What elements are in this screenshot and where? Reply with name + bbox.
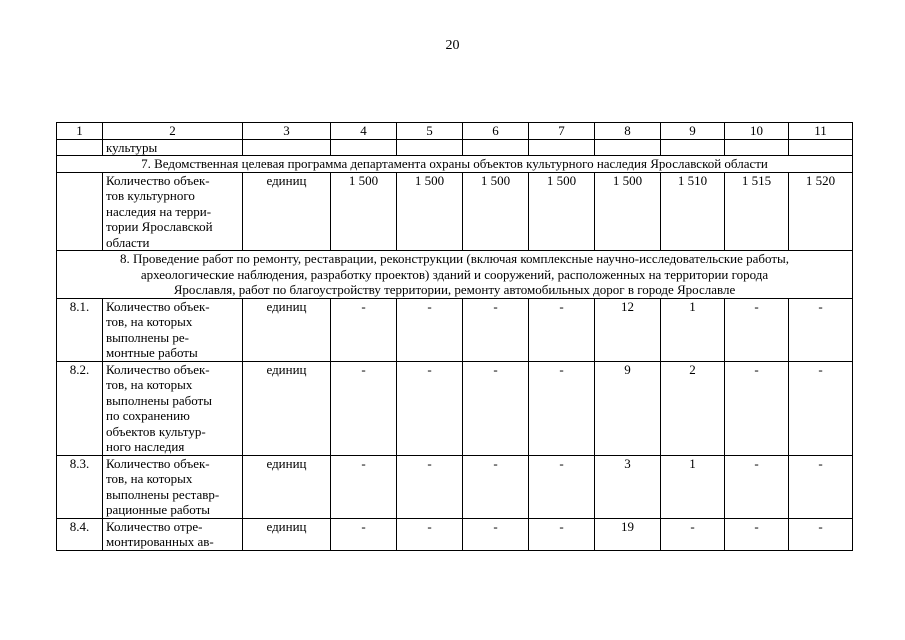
unit-cell: единиц	[243, 361, 331, 455]
value-cell: 1 500	[595, 172, 661, 251]
table-row	[57, 139, 853, 156]
row-number: 8.2.	[57, 361, 103, 455]
value-cell: -	[789, 455, 853, 518]
column-header: 3	[243, 123, 331, 140]
row-label: Количество отре- монтированных ав-	[106, 518, 214, 549]
section-title-8: 8. Проведение работ по ремонту, реставрации, реконструкции (включая комплексные научно-исследовательские работы, археологические наблюдения, разработку проектов) зданий и сооружений, расположенных на территории города Ярославля, работ по благоустройству территории, ремонту автомобильных дорог в городе Ярославле	[57, 251, 853, 299]
value-cell: 1 500	[529, 172, 595, 251]
value-cell: 1 500	[331, 172, 397, 251]
value-cell: -	[397, 298, 463, 361]
column-header: 4	[331, 123, 397, 140]
value-cell: -	[331, 518, 397, 550]
row-label: Количество объек- тов, на которых выполнены ре- монтные работы	[103, 298, 243, 361]
value-cell: 3	[595, 455, 661, 518]
column-header: 6	[463, 123, 529, 140]
section-title-7: 7. Ведомственная целевая программа департамента охраны объектов культурного наследия Ярославской области	[57, 156, 853, 173]
value-cell: -	[331, 298, 397, 361]
row-number: 8.1.	[57, 298, 103, 361]
column-header: 2	[103, 123, 243, 140]
value-cell: -	[789, 361, 853, 455]
value-cell: -	[725, 455, 789, 518]
row-number: 8.4.	[57, 518, 103, 550]
row-label: Количество объек- тов, на которых выполнены работы по сохранению объектов культур- ного наследия	[103, 361, 243, 455]
value-cell: -	[397, 518, 463, 550]
section-row	[57, 156, 853, 173]
value-cell: -	[331, 361, 397, 455]
value-cell: -	[463, 361, 529, 455]
value-cell: 9	[595, 361, 661, 455]
column-header: 5	[397, 123, 463, 140]
value-cell: -	[789, 518, 853, 550]
row-label-cell	[103, 518, 243, 550]
table-row	[57, 518, 853, 550]
value-cell: -	[661, 518, 725, 550]
value-cell: 1 510	[661, 172, 725, 251]
value-cell: -	[725, 298, 789, 361]
row-number: 8.3.	[57, 455, 103, 518]
value-cell: -	[529, 518, 595, 550]
table-row	[57, 455, 853, 518]
table-row	[57, 172, 853, 251]
unit-cell: единиц	[243, 455, 331, 518]
column-header: 7	[529, 123, 595, 140]
value-cell: -	[529, 455, 595, 518]
value-cell: 1 520	[789, 172, 853, 251]
value-cell: 2	[661, 361, 725, 455]
value-cell: -	[529, 361, 595, 455]
value-cell: -	[397, 361, 463, 455]
value-cell: 1 515	[725, 172, 789, 251]
row-label: Количество объек- тов, на которых выполнены реставр- рационные работы	[103, 455, 243, 518]
table-row	[57, 298, 853, 361]
header-row	[57, 123, 853, 140]
value-cell: 19	[595, 518, 661, 550]
column-header: 10	[725, 123, 789, 140]
column-header: 8	[595, 123, 661, 140]
value-cell: -	[725, 518, 789, 550]
column-header: 9	[661, 123, 725, 140]
page-number: 20	[445, 38, 460, 53]
report-table	[56, 122, 853, 551]
row-label: Количество объек- тов культурного наследия на терри- тории Ярославской области	[103, 172, 243, 251]
value-cell: -	[529, 298, 595, 361]
value-cell: 12	[595, 298, 661, 361]
table-row	[57, 361, 853, 455]
value-cell: 1 500	[397, 172, 463, 251]
value-cell: -	[397, 455, 463, 518]
value-cell: -	[463, 455, 529, 518]
unit-cell: единиц	[243, 298, 331, 361]
value-cell: 1	[661, 455, 725, 518]
unit-cell: единиц	[243, 518, 331, 550]
section-row	[57, 251, 853, 299]
value-cell: 1	[661, 298, 725, 361]
column-header: 1	[57, 123, 103, 140]
column-header: 11	[789, 123, 853, 140]
value-cell: -	[463, 298, 529, 361]
value-cell: -	[725, 361, 789, 455]
row-label: культуры	[103, 139, 243, 156]
value-cell: 1 500	[463, 172, 529, 251]
unit-cell: единиц	[243, 172, 331, 251]
value-cell: -	[331, 455, 397, 518]
value-cell: -	[789, 298, 853, 361]
value-cell: -	[463, 518, 529, 550]
